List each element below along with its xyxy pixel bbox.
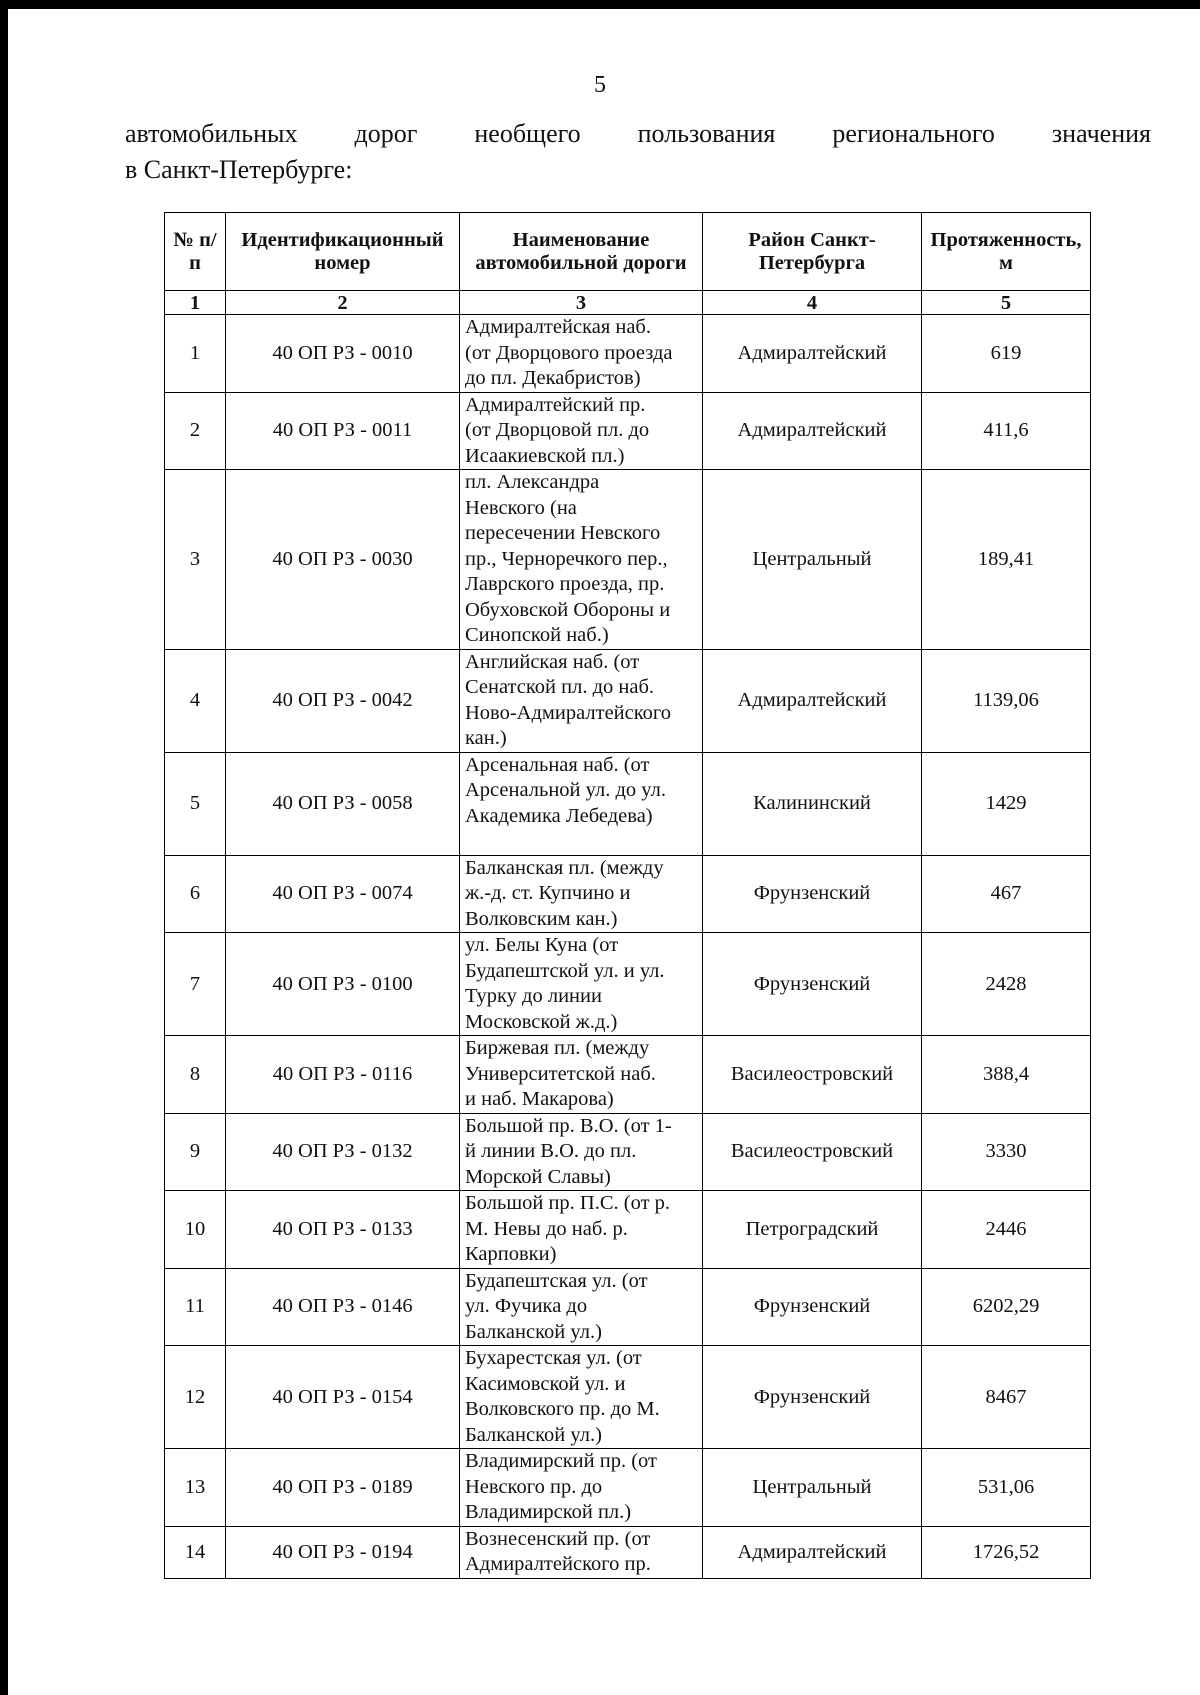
row-road-name (460, 1113, 703, 1191)
row-number: 12 (165, 1346, 226, 1449)
road-name-line: Балканской ул.) (465, 1320, 602, 1343)
row-road-name (460, 1268, 703, 1346)
row-district: Фрунзенский (703, 855, 922, 933)
table-row (165, 392, 1091, 470)
road-name-line: Адмиралтейский пр. (465, 393, 646, 416)
road-name-line: Вознесенский пр. (от (465, 1527, 651, 1550)
row-id: 40 ОП РЗ - 0010 (226, 315, 460, 393)
row-district: Адмиралтейский (703, 1526, 922, 1578)
row-length: 6202,29 (922, 1268, 1091, 1346)
road-name-line: Исаакиевской пл.) (465, 444, 625, 467)
row-id: 40 ОП РЗ - 0074 (226, 855, 460, 933)
intro-word: регионального (832, 119, 995, 148)
road-name-line: Касимовской ул. и (465, 1372, 626, 1395)
row-road-name (460, 649, 703, 752)
road-name-line: Владимирский пр. (от (465, 1450, 657, 1472)
road-name-line: Карповки) (465, 1243, 557, 1265)
row-id: 40 ОП РЗ - 0132 (226, 1113, 460, 1191)
road-name-line: и наб. Макарова) (465, 1088, 614, 1110)
table-body (165, 315, 1091, 1579)
header-num: № п/п (165, 213, 226, 291)
road-name-line: Бухарестская ул. (от (465, 1347, 642, 1369)
row-number: 4 (165, 649, 226, 752)
row-length: 619 (922, 315, 1091, 393)
row-id: 40 ОП РЗ - 0146 (226, 1268, 460, 1346)
road-name-line: Владимирской пл.) (465, 1501, 632, 1523)
row-district: Адмиралтейский (703, 649, 922, 752)
road-name-line: М. Невы до наб. р. (465, 1217, 628, 1240)
table-header-row (165, 213, 1091, 291)
row-number: 6 (165, 855, 226, 933)
road-name-line: до пл. Декабристов) (465, 367, 641, 389)
table-row (165, 855, 1091, 933)
road-name-line: Волковского пр. до М. (465, 1398, 660, 1420)
left-scan-border (0, 0, 8, 1695)
row-district: Калининский (703, 752, 922, 855)
column-number: 1 (165, 291, 226, 315)
table-row (165, 1191, 1091, 1269)
table-row (165, 1268, 1091, 1346)
road-name-line: ул. Белы Куна (от (465, 934, 619, 956)
road-name-line: пр., Черноречкого пер., (465, 547, 668, 570)
row-road-name (460, 470, 703, 650)
intro-word: значения (1051, 119, 1151, 148)
road-name-line: ж.-д. ст. Купчино и (465, 882, 631, 904)
row-road-name (460, 1346, 703, 1449)
row-road-name (460, 933, 703, 1036)
road-name-line: Адмиралтейская наб. (465, 316, 651, 338)
road-name-line: Арсенальной ул. до ул. (465, 779, 666, 801)
table-row (165, 649, 1091, 752)
column-number: 2 (226, 291, 460, 315)
table-row (165, 315, 1091, 393)
page-number: 5 (594, 72, 606, 98)
row-length: 2428 (922, 933, 1091, 1036)
road-name-line: кан.) (465, 727, 507, 749)
road-name-line: Большой пр. П.С. (от р. (465, 1192, 671, 1214)
road-name-line: пл. Александра (465, 471, 600, 493)
row-length: 1139,06 (922, 649, 1091, 752)
row-road-name (460, 1526, 703, 1578)
road-name-line: (от Дворцового проезда (465, 341, 673, 364)
row-id: 40 ОП РЗ - 0189 (226, 1449, 460, 1527)
row-number: 1 (165, 315, 226, 393)
header-district: Район Санкт-Петербурга (703, 213, 922, 291)
table-row (165, 752, 1091, 855)
road-name-line: Балканской ул.) (465, 1423, 602, 1446)
row-district: Фрунзенский (703, 1268, 922, 1346)
row-length: 2446 (922, 1191, 1091, 1269)
road-name-line: Морской Славы) (465, 1165, 611, 1188)
row-road-name (460, 392, 703, 470)
road-name-line: (от Дворцовой пл. до (465, 419, 650, 441)
column-number: 4 (703, 291, 922, 315)
row-number: 10 (165, 1191, 226, 1269)
row-id: 40 ОП РЗ - 0133 (226, 1191, 460, 1269)
road-name-line: Синопской наб.) (465, 624, 609, 646)
row-length: 1726,52 (922, 1526, 1091, 1578)
road-name-line: Биржевая пл. (между (465, 1037, 650, 1059)
road-name-line: Университетской наб. (465, 1062, 656, 1085)
road-name-line: Академика Лебедева) (465, 804, 653, 827)
row-id: 40 ОП РЗ - 0011 (226, 392, 460, 470)
intro-line-1 (125, 116, 1151, 152)
table-row (165, 470, 1091, 650)
column-number: 3 (460, 291, 703, 315)
road-name-line: Будапештской ул. и ул. (465, 959, 665, 982)
row-length: 3330 (922, 1113, 1091, 1191)
road-name-line: пересечении Невского (465, 522, 661, 544)
row-length: 411,6 (922, 392, 1091, 470)
row-number: 11 (165, 1268, 226, 1346)
row-id: 40 ОП РЗ - 0042 (226, 649, 460, 752)
road-name-line: Английская наб. (от (465, 650, 640, 673)
row-length: 189,41 (922, 470, 1091, 650)
row-district: Василеостровский (703, 1036, 922, 1114)
road-name-line: Сенатской пл. до наб. (465, 676, 655, 698)
row-district: Центральный (703, 1449, 922, 1527)
row-number: 3 (165, 470, 226, 650)
top-scan-border (0, 0, 1200, 9)
row-road-name (460, 1449, 703, 1527)
row-length: 467 (922, 855, 1091, 933)
road-name-line: Турку до линии (465, 985, 602, 1007)
road-name-line: Будапештская ул. (от (465, 1269, 648, 1292)
road-name-line: Невского (на (465, 496, 577, 519)
row-district: Петроградский (703, 1191, 922, 1269)
road-name-line: Лаврского проезда, пр. (465, 573, 665, 595)
road-name-line: Адмиралтейского пр. (465, 1553, 651, 1575)
table-row (165, 933, 1091, 1036)
row-road-name (460, 1036, 703, 1114)
row-district: Фрунзенский (703, 1346, 922, 1449)
road-name-line: Большой пр. В.О. (от 1- (465, 1114, 672, 1137)
table-row (165, 1526, 1091, 1578)
road-name-line: ул. Фучика до (465, 1295, 588, 1317)
row-road-name (460, 752, 703, 855)
road-name-line: Ново-Адмиралтейского (465, 701, 672, 724)
table-row (165, 1346, 1091, 1449)
road-name-line: Обуховской Обороны и (465, 598, 671, 621)
row-district: Фрунзенский (703, 933, 922, 1036)
row-road-name (460, 1191, 703, 1269)
road-name-line: Арсенальная наб. (от (465, 753, 650, 776)
intro-word: необщего (474, 119, 581, 148)
table-row (165, 1036, 1091, 1114)
row-number: 2 (165, 392, 226, 470)
row-id: 40 ОП РЗ - 0116 (226, 1036, 460, 1114)
row-road-name (460, 315, 703, 393)
row-id: 40 ОП РЗ - 0154 (226, 1346, 460, 1449)
road-name-line: Невского пр. до (465, 1475, 603, 1498)
row-number: 9 (165, 1113, 226, 1191)
row-number: 7 (165, 933, 226, 1036)
header-name: Наименование автомобильной дороги (460, 213, 703, 291)
row-district: Центральный (703, 470, 922, 650)
row-length: 8467 (922, 1346, 1091, 1449)
row-id: 40 ОП РЗ - 0194 (226, 1526, 460, 1578)
row-length: 1429 (922, 752, 1091, 855)
column-number-row (165, 291, 1091, 315)
road-name-line (465, 829, 697, 855)
table-row (165, 1113, 1091, 1191)
row-district: Адмиралтейский (703, 392, 922, 470)
intro-line-2: в Санкт-Петербурге: (125, 155, 353, 184)
header-length: Протяженность, м (922, 213, 1091, 291)
row-id: 40 ОП РЗ - 0058 (226, 752, 460, 855)
intro-word: дорог (354, 119, 418, 148)
road-name-line: й линии В.О. до пл. (465, 1140, 637, 1162)
row-number: 8 (165, 1036, 226, 1114)
row-id: 40 ОП РЗ - 0030 (226, 470, 460, 650)
intro-text (125, 116, 1151, 188)
intro-word: пользования (637, 119, 776, 148)
road-name-line: Волковским кан.) (465, 907, 618, 930)
road-name-line: Балканская пл. (между (465, 856, 664, 879)
row-number: 5 (165, 752, 226, 855)
header-id: Идентификационный номер (226, 213, 460, 291)
row-length: 531,06 (922, 1449, 1091, 1527)
row-number: 13 (165, 1449, 226, 1527)
row-district: Василеостровский (703, 1113, 922, 1191)
row-id: 40 ОП РЗ - 0100 (226, 933, 460, 1036)
row-road-name (460, 855, 703, 933)
roads-table (164, 212, 1091, 1579)
row-length: 388,4 (922, 1036, 1091, 1114)
row-number: 14 (165, 1526, 226, 1578)
column-number: 5 (922, 291, 1091, 315)
table-row (165, 1449, 1091, 1527)
intro-word: автомобильных (125, 119, 298, 148)
road-name-line: Московской ж.д.) (465, 1010, 618, 1033)
row-district: Адмиралтейский (703, 315, 922, 393)
